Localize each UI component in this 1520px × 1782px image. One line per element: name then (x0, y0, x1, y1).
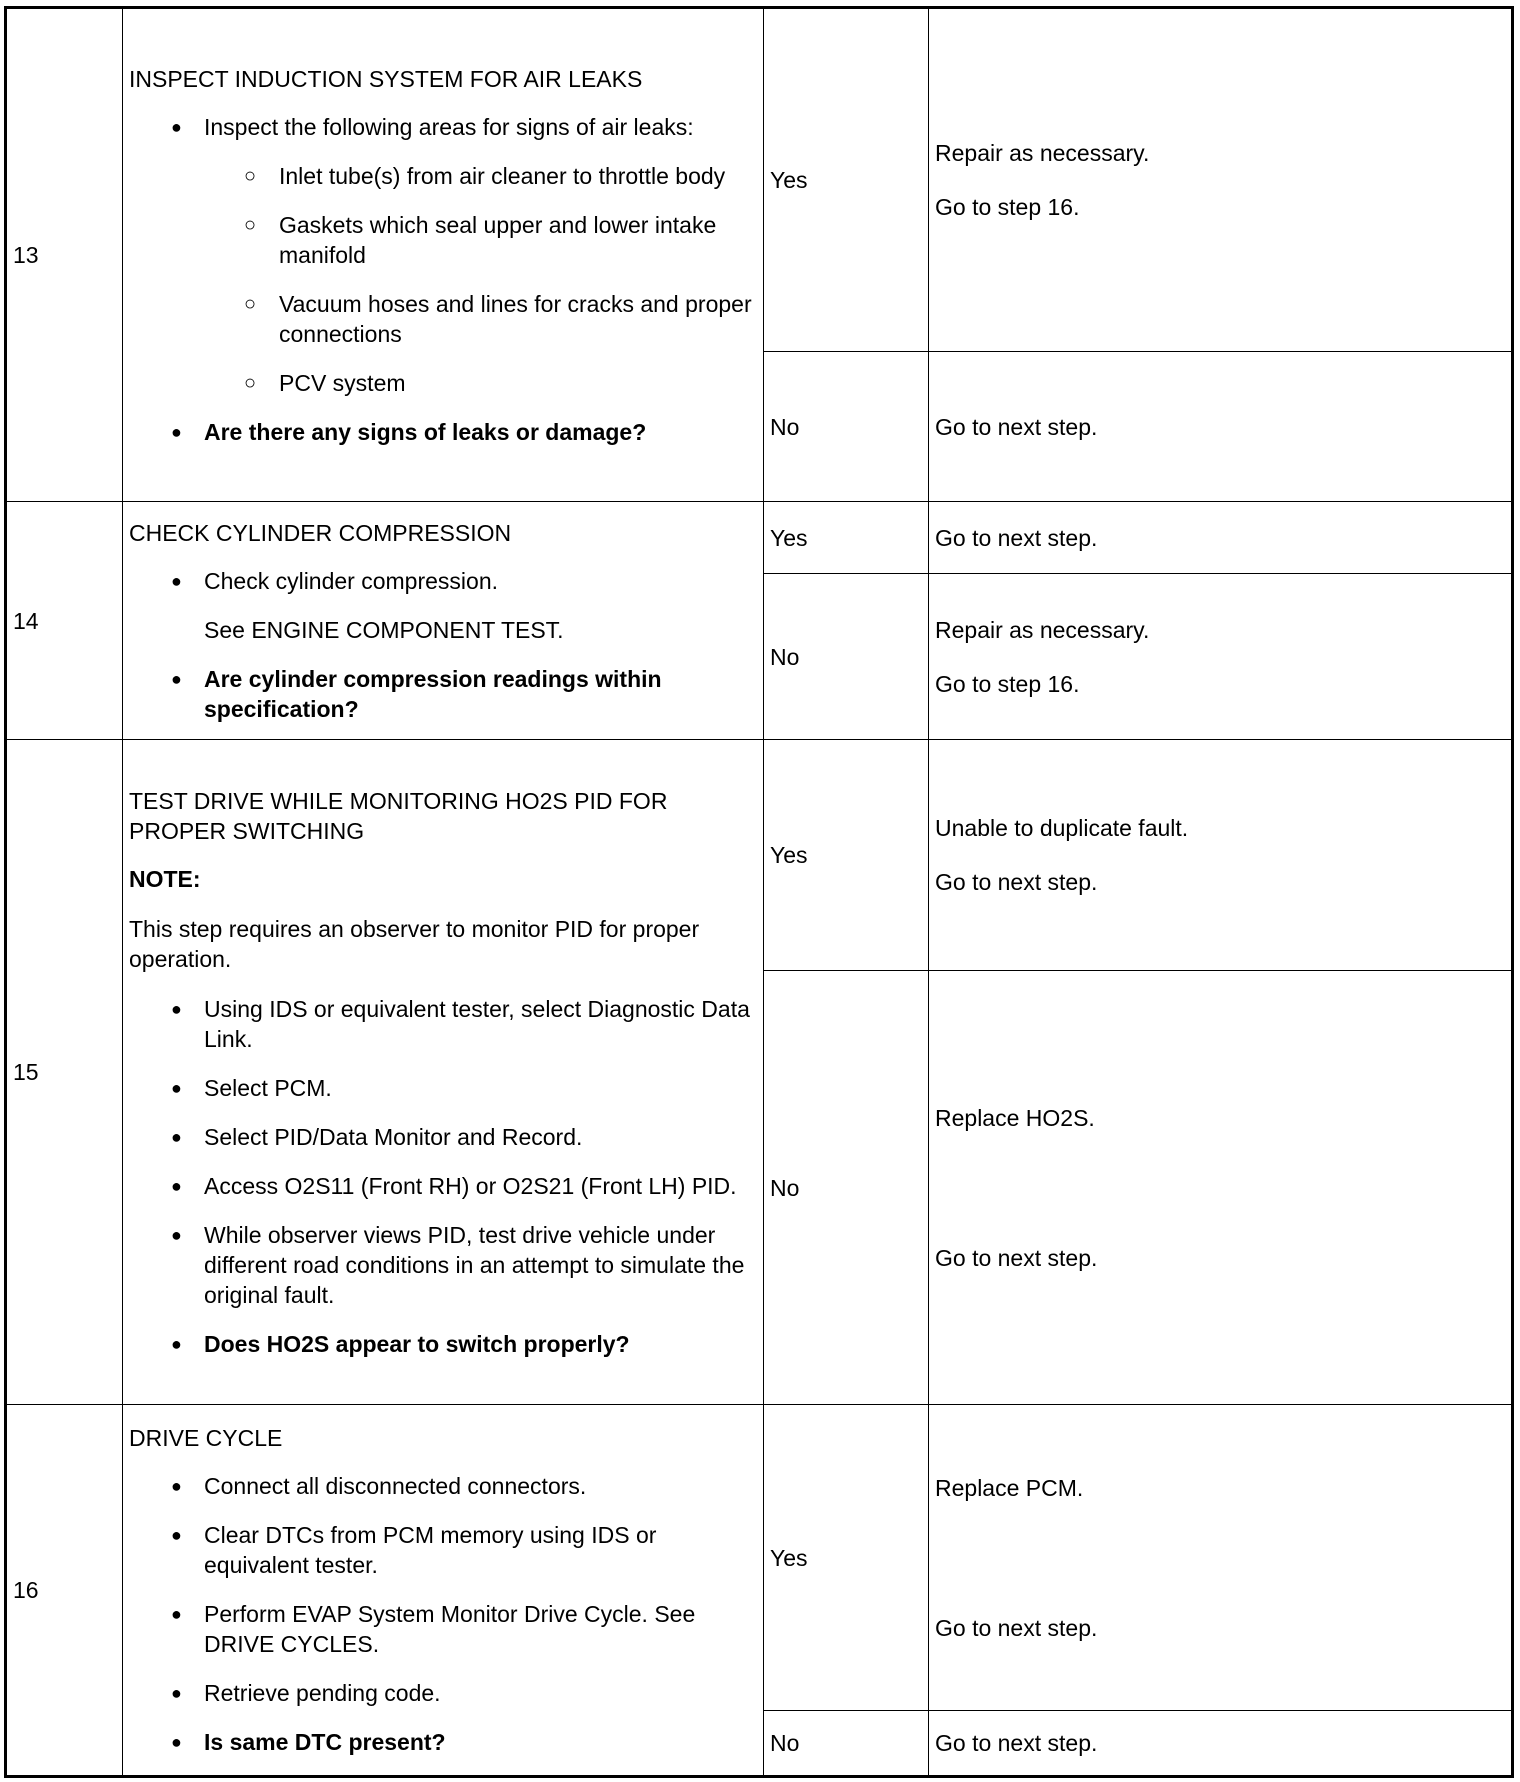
sub-list (204, 161, 757, 398)
answer-no: No (764, 352, 929, 502)
bullet-list (129, 664, 757, 724)
action-text: Repair as necessary. (935, 616, 1150, 643)
action-cell (929, 8, 1513, 352)
step-number: 14 (6, 502, 123, 740)
list-item: ● Check cylinder compression. (129, 566, 757, 596)
list-item: ● Clear DTCs from PCM memory using IDS or equivalent tester. (129, 1520, 757, 1580)
sub-list-item: ○ Vacuum hoses and lines for cracks and proper connections (204, 289, 757, 349)
step-number: 13 (6, 8, 123, 502)
list-item: ● Select PID/Data Monitor and Record. (129, 1122, 757, 1152)
question-item: ● Are there any signs of leaks or damage? (129, 417, 757, 447)
note-text: This step requires an observer to monitor PID for proper operation. (129, 915, 700, 972)
action-cell (929, 971, 1513, 1405)
action-cell: Go to next step. (929, 1711, 1513, 1777)
action-cell: Go to next step. (929, 352, 1513, 502)
answer-yes: Yes (764, 740, 929, 971)
list-item: ● Perform EVAP System Monitor Drive Cycle. See DRIVE CYCLES. (129, 1599, 757, 1659)
action-text: Go to next step. (935, 869, 1098, 895)
question-item: ● Are cylinder compression readings within specification? (129, 664, 757, 724)
answer-yes: Yes (764, 502, 929, 574)
bullet-list (129, 112, 757, 447)
bullet-text: Inspect the following areas for signs of air leaks: (204, 113, 694, 140)
step-number: 16 (6, 1405, 123, 1777)
action-text: Repair as necessary. (935, 140, 1150, 166)
bullet-list (129, 1471, 757, 1757)
step-title: DRIVE CYCLE (129, 1425, 283, 1451)
diagnostic-table (4, 6, 1514, 1778)
step-description (123, 502, 764, 740)
question-item: ● Is same DTC present? (129, 1727, 757, 1757)
list-item: ● Retrieve pending code. (129, 1678, 757, 1708)
see-reference: See ENGINE COMPONENT TEST. (204, 616, 564, 643)
sub-list-item: ○ Gaskets which seal upper and lower intake manifold (204, 210, 757, 270)
list-item: ● Connect all disconnected connectors. (129, 1471, 757, 1501)
action-text: Go to step 16. (935, 670, 1080, 697)
list-item (129, 112, 757, 398)
answer-yes: Yes (764, 1405, 929, 1711)
list-item: ● While observer views PID, test drive vehicle under different road conditions in an attempt to simulate the original fault. (129, 1220, 757, 1310)
action-cell: Go to next step. (929, 502, 1513, 574)
list-item: ● Using IDS or equivalent tester, select Diagnostic Data Link. (129, 994, 757, 1054)
step-number: 15 (6, 740, 123, 1405)
action-text: Replace HO2S. (935, 1104, 1095, 1131)
action-text: Replace PCM. (935, 1474, 1084, 1501)
bullet-list (129, 994, 757, 1359)
answer-yes: Yes (764, 8, 929, 352)
note-label: NOTE: (129, 865, 201, 892)
sub-list-item: ○ Inlet tube(s) from air cleaner to throttle body (204, 161, 757, 191)
answer-no: No (764, 971, 929, 1405)
bullet-list (129, 566, 757, 596)
action-text: Unable to duplicate fault. (935, 815, 1189, 841)
step-description (123, 740, 764, 1405)
step-description (123, 8, 764, 502)
table-row (6, 1405, 1513, 1711)
action-cell (929, 574, 1513, 740)
table-row (6, 740, 1513, 971)
list-item: ● Access O2S11 (Front RH) or O2S21 (Front LH) PID. (129, 1171, 757, 1201)
action-text: Go to step 16. (935, 194, 1080, 220)
action-text: Go to next step. (935, 1244, 1098, 1271)
sub-list-item: ○ PCV system (204, 368, 757, 398)
action-cell (929, 740, 1513, 971)
list-item: ● Select PCM. (129, 1073, 757, 1103)
table-row (6, 502, 1513, 574)
action-cell (929, 1405, 1513, 1711)
step-title: INSPECT INDUCTION SYSTEM FOR AIR LEAKS (129, 65, 643, 92)
step-title: CHECK CYLINDER COMPRESSION (129, 519, 512, 546)
step-title: TEST DRIVE WHILE MONITORING HO2S PID FOR PROPER SWITCHING (129, 787, 668, 844)
answer-no: No (764, 1711, 929, 1777)
step-description (123, 1405, 764, 1777)
question-item: ● Does HO2S appear to switch properly? (129, 1329, 757, 1359)
table-row (6, 8, 1513, 352)
answer-no: No (764, 574, 929, 740)
action-text: Go to next step. (935, 1614, 1098, 1641)
